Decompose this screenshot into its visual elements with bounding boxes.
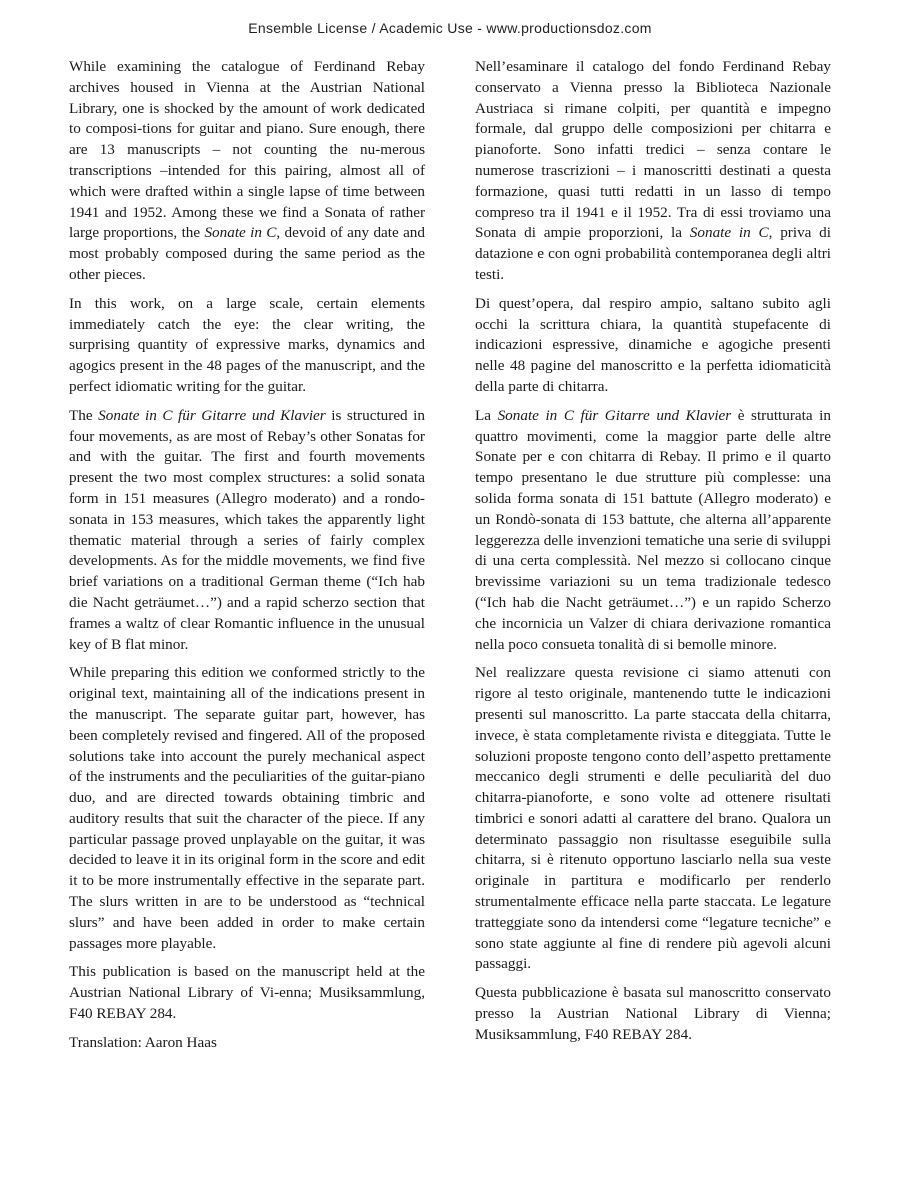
- english-column: [69, 57, 425, 1062]
- italian-column: [475, 57, 831, 1054]
- it-paragraph-edition: Nel realizzare questa revisione ci siamo attenuti con rigore al testo originale, mantenendo tutte le indicazioni presenti sul manoscritto. La parte staccata della chitarra, invece, è stata completamente rivista e diteggiata. Tutte le soluzioni proposte tengono conto dell’aspetto prettamente meccanico degli strumenti e delle peculiarità del duo chitarra-pianoforte, e sono volte ad ottenere risultati timbrici e sonori adatti al carattere del brano. Qualora un determinato passaggio non risultasse eseguibile sulla chitarra, si è ritenuto opportuno lasciarlo nella sua veste originale in partitura e modificarlo per renderlo strumentalmente efficace nella parte staccata. Le legature tratteggiate sono da intendersi come “legature tecniche” e sono state aggiunte al fine di rendere più agevoli alcuni passaggi.: [475, 664, 831, 973]
- en-paragraph-features: In this work, on a large scale, certain elements immediately catch the eye: the clear writing, the surprising quantity of expressive marks, dynamics and agogics present in the 48 pages of the manuscript, and the perfect idiomatic writing for the guitar.: [69, 294, 425, 395]
- it-paragraph-features: Di quest’opera, dal respiro ampio, saltano subito agli occhi la scrittura chiara, la quantità stupefacente di indicazioni espressive, dinamiche e agogiche presenti nelle 48 pagine del manoscritto e la perfetta idiomaticità della parte di chitarra.: [475, 294, 831, 395]
- en-paragraph-intro: While examining the catalogue of Ferdinand Rebay archives housed in Vienna at the Austrian National Library, one is shocked by the amount of work dedicated to composi-tions for guitar and piano. Sure enough, there are 13 manuscripts – not counting the nu-merous transcriptions –intended for this pairing, almost all of which were drafted within a single lapse of time between 1941 and 1952. Among these we find a Sonata of rather large proportions, the Sonate in C, devoid of any date and most probably composed during the same period as the other pieces.: [69, 58, 425, 283]
- it-paragraph-intro: Nell’esaminare il catalogo del fondo Ferdinand Rebay conservato a Vienna presso la Biblioteca Nazionale Austriaca si rimane colpiti, per quantità e impegno formale, dal gruppo delle composizioni per chitarra e pianoforte. Sono infatti tredici – senza contare le numerose trascrizioni – i manoscritti destinati a questa formazione, quasi tutti redatti in un lasso di tempo compreso tra il 1941 e il 1952. Tra di essi troviamo una Sonata di ampie proporzioni, la Sonate in C, priva di datazione e con ogni probabilità contemporanea degli altri testi.: [475, 58, 831, 283]
- en-paragraph-source: This publication is based on the manuscript held at the Austrian National Library of Vi-enna; Musiksammlung, F40 REBAY 284.: [69, 963, 425, 1023]
- en-paragraph-structure: The Sonate in C für Gitarre und Klavier is structured in four movements, as are most of Rebay’s other Sonatas for and with the guitar. The first and fourth movements present the two most complex structures: a solid sonata form in 151 measures (Allegro moderato) and a rondo-sonata in 153 measures, which takes the apparently light thematic material through a series of fairly complex developments. As for the middle movements, we find five brief variations on a traditional German theme (“Ich hab die Nacht geträumet…”) and a rapid scherzo section that frames a waltz of clear Romantic influence in the unusual key of B flat minor.: [69, 406, 425, 653]
- it-paragraph-structure: La Sonate in C für Gitarre und Klavier è strutturata in quattro movimenti, come la maggior parte delle altre Sonate per e con chitarra di Rebay. Il primo e il quarto tempo presentano le due strutture più complesse: una solida forma sonata di 151 battute (Allegro moderato) e un Rondò-sonata di 153 battute, che alterna all’apparente leggerezza delle invenzioni tematiche una serie di sviluppi di una certa complessità. Nel mezzo si collocano cinque brevissime variazioni su un tema tradizionale tedesco (“Ich hab die Nacht geträumet…”) e un rapido Scherzo che incornicia un Valzer di chiara derivazione romantica nella poco consueta tonalità di si bemolle minore.: [475, 406, 831, 653]
- translation-credit: Translation: Aaron Haas: [69, 1033, 217, 1051]
- work-title-full: Sonate in C für Gitarre und Klavier: [497, 406, 732, 424]
- work-title-full: Sonate in C für Gitarre und Klavier: [98, 406, 326, 424]
- work-title: Sonate in C: [689, 224, 769, 242]
- en-paragraph-edition: While preparing this edition we conformed strictly to the original text, maintaining all of the indications present in the manuscript. The separate guitar part, however, has been completely revised and fingered. All of the proposed solutions take into account the purely mechanical aspect of the instruments and the peculiarities of the guitar-piano duo, and are directed towards obtaining timbric and auditory results that suit the character of the piece. If any particular passage proved unplayable on the guitar, it was decided to leave it in its original form in the score and edit it to be more instrumentally effective in the separate part. The slurs written in are to be understood as “technical slurs” and have been added in order to make certain passages more playable.: [69, 664, 425, 952]
- it-paragraph-source: Questa pubblicazione è basata sul manoscritto conservato presso la Austrian National Library di Vienna; Musiksammlung, F40 REBAY 284.: [475, 984, 831, 1043]
- license-header: Ensemble License / Academic Use - www.productionsdoz.com: [248, 20, 652, 36]
- work-title: Sonate in C: [204, 224, 277, 242]
